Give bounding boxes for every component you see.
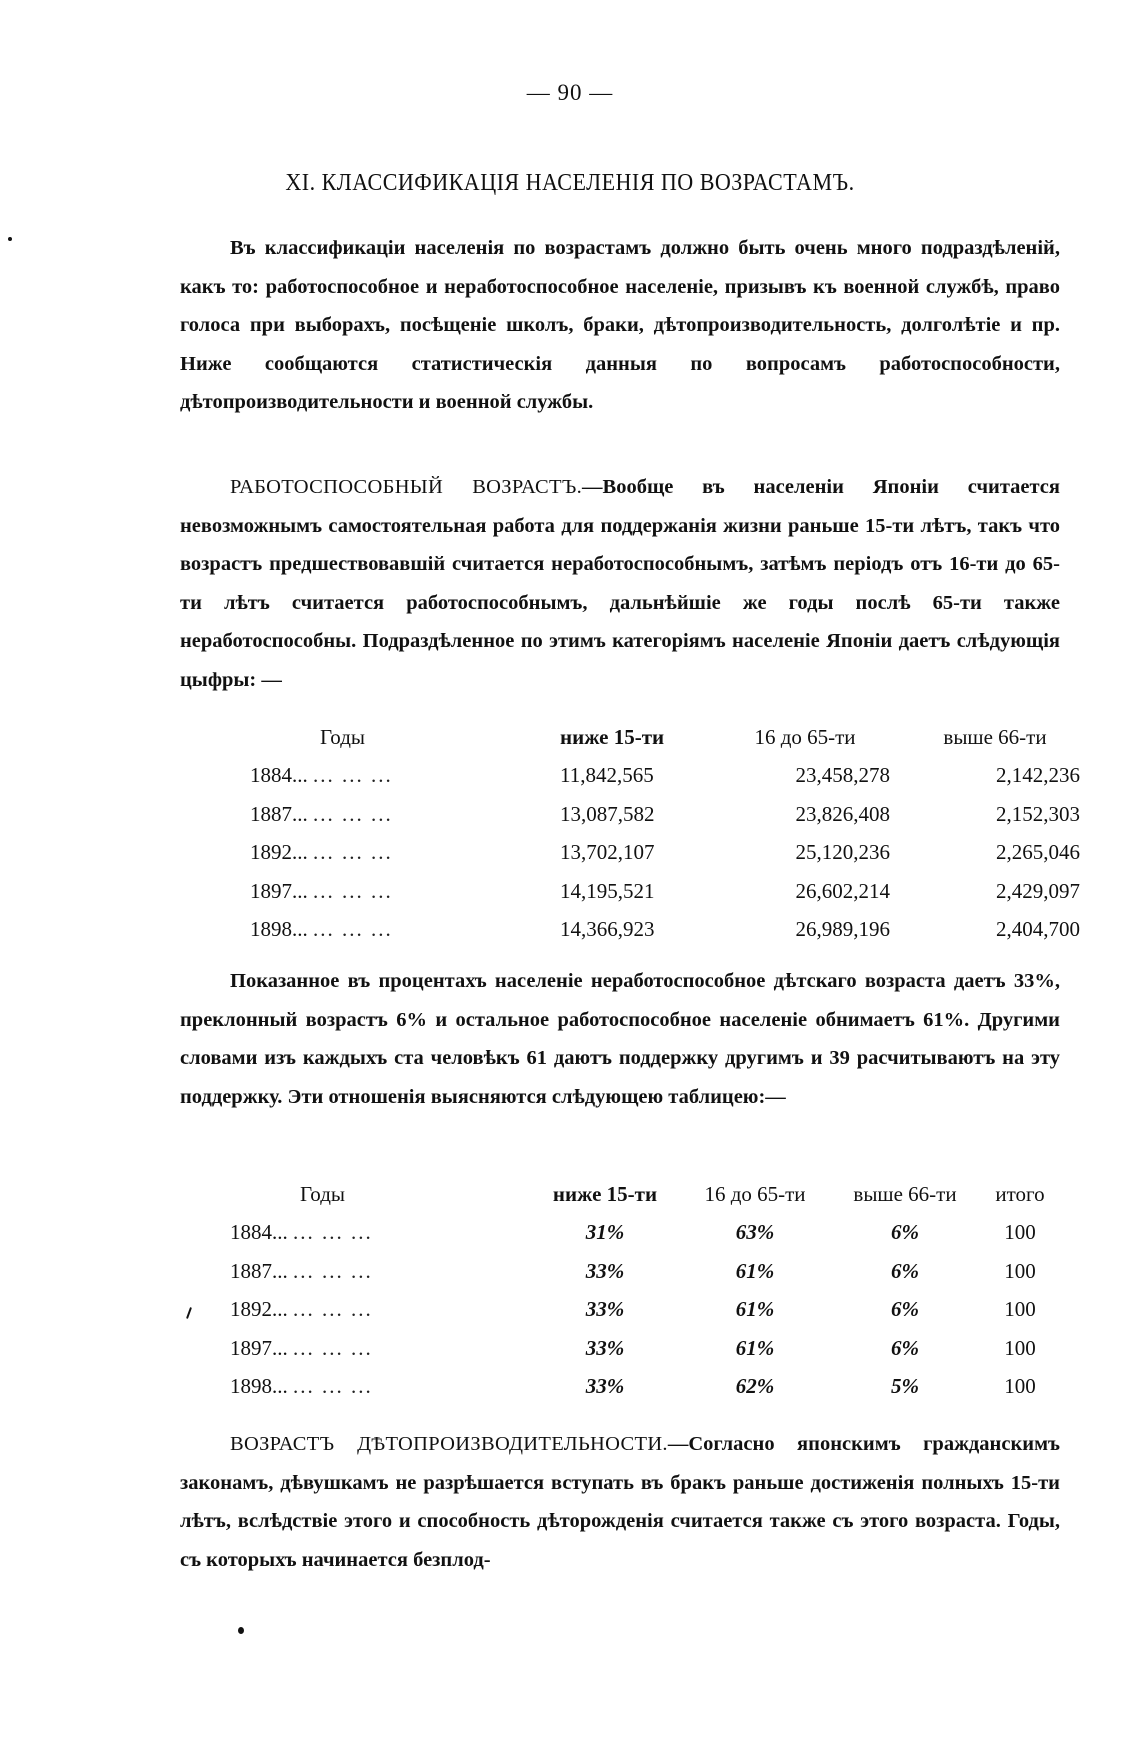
year-label: 1898... [250,917,308,942]
age16-65-percent-cell: 61% [735,1258,775,1283]
column-header-over66: выше 66-ти [943,724,1047,749]
working-age-heading: РАБОТОСПОСОБНЫЙ ВОЗРАСТЪ. [230,476,583,498]
under15-percent-cell: 33% [585,1297,625,1322]
under15-cell: 13,087,582 [560,801,655,826]
over66-cell: 2,142,236 [996,763,1080,788]
year-label: 1898... [230,1374,288,1399]
leader-dots: ... ... ... [313,801,393,826]
column-header-years: Годы [320,724,365,749]
working-age-text: —Вообще въ населеніи Японіи считается невозможнымъ самостоятельная работа для поддержанія жизни раньше 15-ти лѣтъ, такъ что возрастъ предшествовавшій считается неработоспособнымъ, затѣмъ періодъ отъ 16-ти до 65-ти лѣтъ считается работоспособнымъ, дальнѣйшіе же годы послѣ 65-ти также неработоспособны. Подраздѣленное по этимъ категоріямъ населеніе Японіи даетъ слѣдующія цыфры: — [180,476,1061,691]
table-row [230,1329,1060,1368]
under15-cell: 11,842,565 [560,763,654,788]
year-label: 1884... [250,763,308,788]
age16-65-percent-cell: 61% [735,1297,775,1322]
fertility-age-text: —Согласно японскимъ гражданскимъ законамъ, дѣвушкамъ не разрѣшается вступать въ бракъ раньше достиженія полныхъ 15-ти лѣтъ, вслѣдствіе этого и способность дѣторожденія считается также съ этого возраста. Годы, съ которыхъ начинается безплод- [180,1433,1061,1571]
table-row [230,1291,1060,1330]
over66-percent-cell: 6% [891,1258,919,1283]
page-number: — 90 — [526,80,614,105]
leader-dots: ... ... ... [313,840,393,865]
leader-dots: ... ... ... [313,763,393,788]
fertility-age-heading: ВОЗРАСТЪ ДѢТОПРОИЗВОДИТЕЛЬНОСТИ. [230,1433,668,1455]
over66-cell: 2,429,097 [996,878,1080,903]
table-row [250,795,1080,834]
table-row [250,911,1080,950]
scan-speck [186,1307,192,1319]
leader-dots: ... ... ... [293,1374,373,1399]
under15-percent-cell: 33% [585,1258,625,1283]
column-header-under15: ниже 15-ти [560,724,665,749]
population-by-age-table [250,718,1080,949]
over66-cell: 2,404,700 [996,917,1080,942]
age16-65-percent-cell: 62% [735,1374,775,1399]
year-label: 1897... [230,1335,288,1360]
total-cell: 100 [1004,1220,1036,1245]
year-label: 1887... [250,801,308,826]
leader-dots: ... ... ... [293,1335,373,1360]
leader-dots: ... ... ... [293,1258,373,1283]
table-row [250,834,1080,873]
intro-paragraph-text: Въ классификаціи населенія по возрастамъ должно быть очень много подраздѣленій, какъ то: работоспособное и неработоспособное населеніе, призывъ къ военной службѣ, право голоса при выборахъ, посѣщеніе школъ, браки, дѣтопроизводительность, долголѣтіе и пр. Ниже сообщаются статистическія данныя по вопросамъ работоспособности, дѣтопроизводительности и военной службы. [180,237,1060,413]
total-cell: 100 [1004,1374,1036,1399]
year-cell [230,1329,530,1368]
over66-cell: 2,265,046 [996,840,1080,865]
column-header-under15: ниже 15-ти [552,1181,658,1206]
year-cell [230,1252,530,1291]
under15-percent-cell: 33% [585,1374,625,1399]
year-label: 1884... [230,1220,288,1245]
intro-paragraph [180,229,1060,422]
age16-65-cell: 25,120,236 [795,840,890,865]
chapter-title: XI. КЛАССИФИКАЦІЯ НАСЕЛЕНІЯ ПО ВОЗРАСТАМЪ. [285,170,855,196]
leader-dots: ... ... ... [293,1220,373,1245]
age16-65-cell: 23,458,278 [795,763,890,788]
table-header-row [230,1175,1060,1214]
column-header-years: Годы [300,1181,345,1206]
leader-dots: ... ... ... [293,1297,373,1322]
year-cell [250,834,560,873]
age16-65-percent-cell: 63% [735,1220,775,1245]
leader-dots: ... ... ... [313,917,393,942]
table-header-row [250,718,1080,757]
over66-percent-cell: 6% [891,1335,919,1360]
year-cell [230,1291,530,1330]
table-row [230,1252,1060,1291]
total-cell: 100 [1004,1297,1036,1322]
year-label: 1892... [230,1297,288,1322]
year-label: 1887... [230,1258,288,1283]
column-header-over66: выше 66-ти [853,1181,957,1206]
table-row [250,872,1080,911]
under15-percent-cell: 31% [585,1220,625,1245]
age16-65-percent-cell: 61% [735,1335,775,1360]
year-cell [250,795,560,834]
year-cell [230,1368,530,1407]
year-cell [230,1214,530,1253]
over66-percent-cell: 6% [891,1220,919,1245]
year-cell [250,872,560,911]
working-age-section [180,468,1060,699]
under15-cell: 13,702,107 [560,840,655,865]
over66-cell: 2,152,303 [996,801,1080,826]
year-cell [250,757,560,796]
under15-percent-cell: 33% [585,1335,625,1360]
age16-65-cell: 26,602,214 [795,878,890,903]
total-cell: 100 [1004,1335,1036,1360]
year-label: 1897... [250,878,308,903]
over66-percent-cell: 6% [891,1297,919,1322]
total-cell: 100 [1004,1258,1036,1283]
scan-speck [238,1627,244,1634]
year-label: 1892... [250,840,308,865]
population-percent-table [230,1175,1060,1406]
age16-65-cell: 23,826,408 [795,801,890,826]
percent-paragraph [180,962,1060,1116]
age16-65-cell: 26,989,196 [795,917,890,942]
fertility-age-section [180,1425,1060,1579]
scan-speck [8,237,12,241]
over66-percent-cell: 5% [891,1374,919,1399]
column-header-16-65: 16 до 65-ти [754,724,856,749]
under15-cell: 14,195,521 [560,878,655,903]
column-header-total: итого [995,1181,1045,1206]
table-row [230,1368,1060,1407]
table-row [250,757,1080,796]
percent-paragraph-text: Показанное въ процентахъ населеніе неработоспособное дѣтскаго возраста даетъ 33%, преклонный возрастъ 6% и остальное работоспособное населеніе обнимаетъ 61%. Другими словами изъ каждыхъ ста человѣкъ 61 даютъ поддержку другимъ и 39 расчитываютъ на эту поддержку. Эти отношенія выясняются слѣдующею таблицею:— [180,970,1060,1108]
under15-cell: 14,366,923 [560,917,655,942]
column-header-16-65: 16 до 65-ти [704,1181,806,1206]
table-row [230,1214,1060,1253]
year-cell [250,911,560,950]
leader-dots: ... ... ... [313,878,393,903]
